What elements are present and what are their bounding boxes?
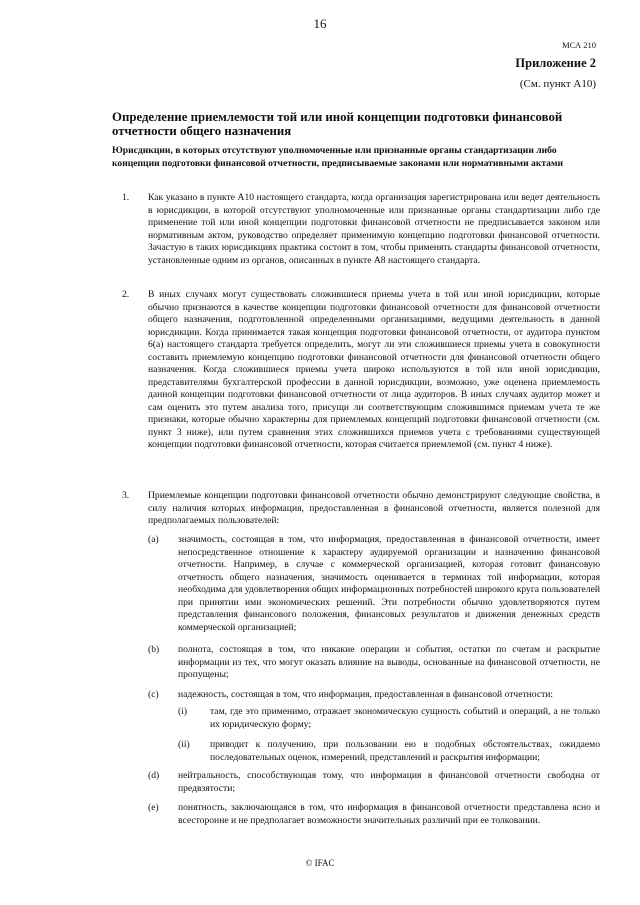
paragraph-1 — [112, 192, 600, 267]
list-item-a — [148, 534, 600, 634]
list-subitem-ii — [178, 739, 600, 764]
footer-copyright: © IFAC — [305, 858, 335, 868]
item-label: (e) — [148, 802, 159, 813]
subitem-text: приводит к получению, при пользовании ею в подобных обстоятельствах, ожидаемо последовательных оценок, измерений, представлений и раскрытия информации; — [210, 739, 600, 763]
item-label: (b) — [148, 644, 160, 655]
appendix-title: Приложение 2 — [515, 56, 596, 70]
paragraph-text: Как указано в пункте A10 настоящего стандарта, когда организация зарегистрирована или ведет деятельность в юрисдикции, в которой отсутствуют уполномоченные или признанные органы стандартизации либо где применение той или иной концепции подготовки финансовой отчетности не предписывается законом или нормативным актом, руководство определяет применимую концепцию подготовки финансовой отчетности. Зачастую в таких юрисдикциях практика состоит в том, чтобы применять стандарты финансовой отчетности, установленные одним из органов, описанных в пункте A8 настоящего стандарта. — [148, 192, 600, 266]
subitem-text: там, где это применимо, отражает экономическую сущность событий и операций, а не только их юридическую форму; — [210, 706, 600, 730]
item-text: понятность, заключающаяся в том, что информация в финансовой отчетности представлена ясно и всесторонне и не предполагает возможности значительных различий при ее толковании. — [178, 802, 600, 826]
item-text: полнота, состоящая в том, что никакие операции и события, остатки по счетам и раскрытие информации из тех, что могут оказать влияние на выводы, основанные на финансовой отчетности, не пропущены; — [178, 644, 600, 680]
section-title: Определение приемлемости той или иной концепции подготовки финансовой отчетности общего назначения — [112, 110, 563, 138]
paragraph-3 — [112, 490, 600, 528]
item-text: значимость, состоящая в том, что информация, предоставленная в финансовой отчетности, имеет непосредственное отношение к характеру аудируемой организации и назначению финансовой отчетности. Например, в случае с коммерческой организацией, которая готовит финансовую отчетность общего назначения, значимость оценивается в терминах той информации, которая необходима для удовлетворения общих информационных потребностей широкого круга пользователей при принятии ими экономических решений. Эти потребности обычно удовлетворяются путем представления финансового положения, финансовых результатов и движения денежных средств коммерческой организацией; — [178, 534, 600, 633]
paragraph-number: 1. — [122, 192, 130, 203]
item-label: (c) — [148, 689, 159, 700]
list-item-b — [148, 644, 600, 682]
page-number: 16 — [313, 16, 327, 31]
item-label: (d) — [148, 770, 160, 781]
item-label: (a) — [148, 534, 159, 545]
paragraph-number: 3. — [122, 490, 130, 501]
list-item-e — [148, 802, 600, 827]
item-text: надежность, состоящая в том, что информация, предоставленная в финансовой отчетности: — [178, 689, 554, 700]
section-subtitle: Юрисдикции, в которых отсутствуют уполномоченные или признанные органы стандартизации либо концепции подготовки финансовой отчетности, предписываемые законами или нормативными актами — [112, 145, 564, 169]
item-text: нейтральность, способствующая тому, что информация в финансовой отчетности свободна от предвзятости; — [178, 770, 600, 794]
paragraph-text: Приемлемые концепции подготовки финансовой отчетности обычно демонстрируют следующие свойства, в силу наличия которых информация, предоставленная в финансовой отчетности, является полезной для предполагаемых пользователей: — [148, 490, 600, 526]
subitem-label: (ii) — [178, 739, 190, 750]
paragraph-text: В иных случаях могут существовать сложившиеся приемы учета в той или иной юрисдикции, которые обычно признаются в качестве концепции подготовки финансовой отчетности для финансовой отчетности общего назначения, подготовленной определенными организациями, ведущими деятельность в данной юрисдикции. Когда принимается такая концепция подготовки финансовой отчетности, от аудитора пунктом 6(a) настоящего стандарта требуется определить, могут ли эти сложившиеся приемы учета в совокупности составить приемлемую концепцию подготовки финансовой отчетности для финансовой отчетности общего назначения. Когда сложившиеся приемы учета широко используются в той или иной юрисдикции, представителями бухгалтерской профессии в данной юрисдикции, возможно, уже оценена приемлемость данной концепции подготовки финансовой отчетности от лица аудиторов. В иных случаях аудитор может и сам оценить это путем анализа того, присущи ли соответствующим сложившимся приемам учета те же признаки, которые обычно характерны для приемлемых концепций подготовки финансовой отчетности (см. пункт 3 ниже), или путем сравнения этих сложившихся приемов учета с требованиями существующей концепции подготовки финансовой отчетности, которая считается приемлемой (см. пункт 4 ниже). — [148, 289, 600, 450]
paragraph-2 — [112, 289, 600, 452]
subitem-label: (i) — [178, 706, 188, 717]
list-subitem-i — [178, 706, 600, 731]
paragraph-number: 2. — [122, 289, 130, 300]
appendix-reference: (См. пункт A10) — [519, 78, 596, 90]
document-code: МСА 210 — [562, 40, 596, 50]
list-item-c — [148, 689, 600, 702]
list-item-d — [148, 770, 600, 795]
